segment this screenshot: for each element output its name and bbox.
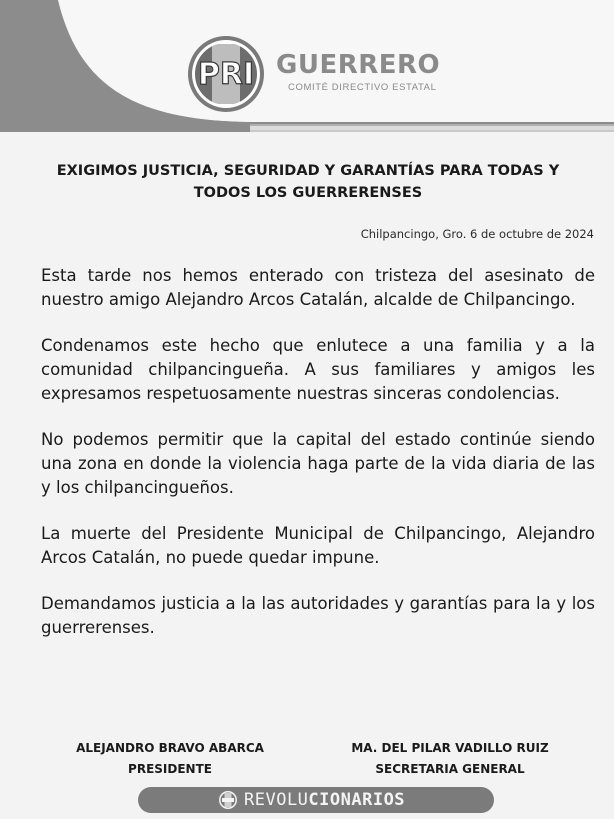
paragraph: No podemos permitir que la capital del estado continúe siendo una zona en donde la violencia haga parte de la vida diaria de las y los chilpancingueños. xyxy=(41,430,595,497)
brand-name: GUERRERO xyxy=(276,50,441,80)
footer-slogan-light: REVOLU xyxy=(244,790,309,810)
paragraph: Demandamos justicia a la las autoridades y garantías para la y los guerrerenses. xyxy=(41,594,595,637)
pri-logo xyxy=(186,34,266,114)
signer-name: ALEJANDRO BRAVO ABARCA xyxy=(76,741,264,755)
document-date: Chilpancingo, Gro. 6 de octubre de 2024 xyxy=(360,227,594,241)
signer-role: SECRETARIA GENERAL xyxy=(375,762,525,776)
document-body xyxy=(41,264,595,662)
pri-logo-icon xyxy=(186,34,266,114)
signer-name: MA. DEL PILAR VADILLO RUIZ xyxy=(351,741,549,755)
brand-subtitle: COMITÉ DIRECTIVO ESTATAL xyxy=(288,82,437,93)
pri-logo-letters: PRI xyxy=(197,57,255,92)
signature-president xyxy=(40,738,300,780)
paragraph: La muerte del Presidente Municipal de Chilpancingo, Alejandro Arcos Catalán, no puede quedar impune. xyxy=(41,524,595,567)
document-title: EXIGIMOS JUSTICIA, SEGURIDAD Y GARANTÍAS PARA TODAS Y TODOS LOS GUERRERENSES xyxy=(56,163,560,201)
pri-mini-logo-icon xyxy=(218,790,238,810)
signer-role: PRESIDENTE xyxy=(128,762,212,776)
letterhead xyxy=(0,0,614,132)
signature-secretary xyxy=(320,738,580,780)
footer-slogan-bold: CIONARIOS xyxy=(308,790,406,810)
brand-block xyxy=(276,50,476,93)
footer-slogan xyxy=(244,790,405,810)
signature-block xyxy=(40,738,580,780)
paragraph: Esta tarde nos hemos enterado con tristeza del asesinato de nuestro amigo Alejandro Arcos Catalán, alcalde de Chilpancingo. xyxy=(41,266,595,309)
footer-banner xyxy=(138,787,494,813)
paragraph: Condenamos este hecho que enlutece a una familia y a la comunidad chilpancingueña. A sus familiares y amigos les expresamos respetuosamente nuestras sinceras condolencias. xyxy=(41,336,595,403)
